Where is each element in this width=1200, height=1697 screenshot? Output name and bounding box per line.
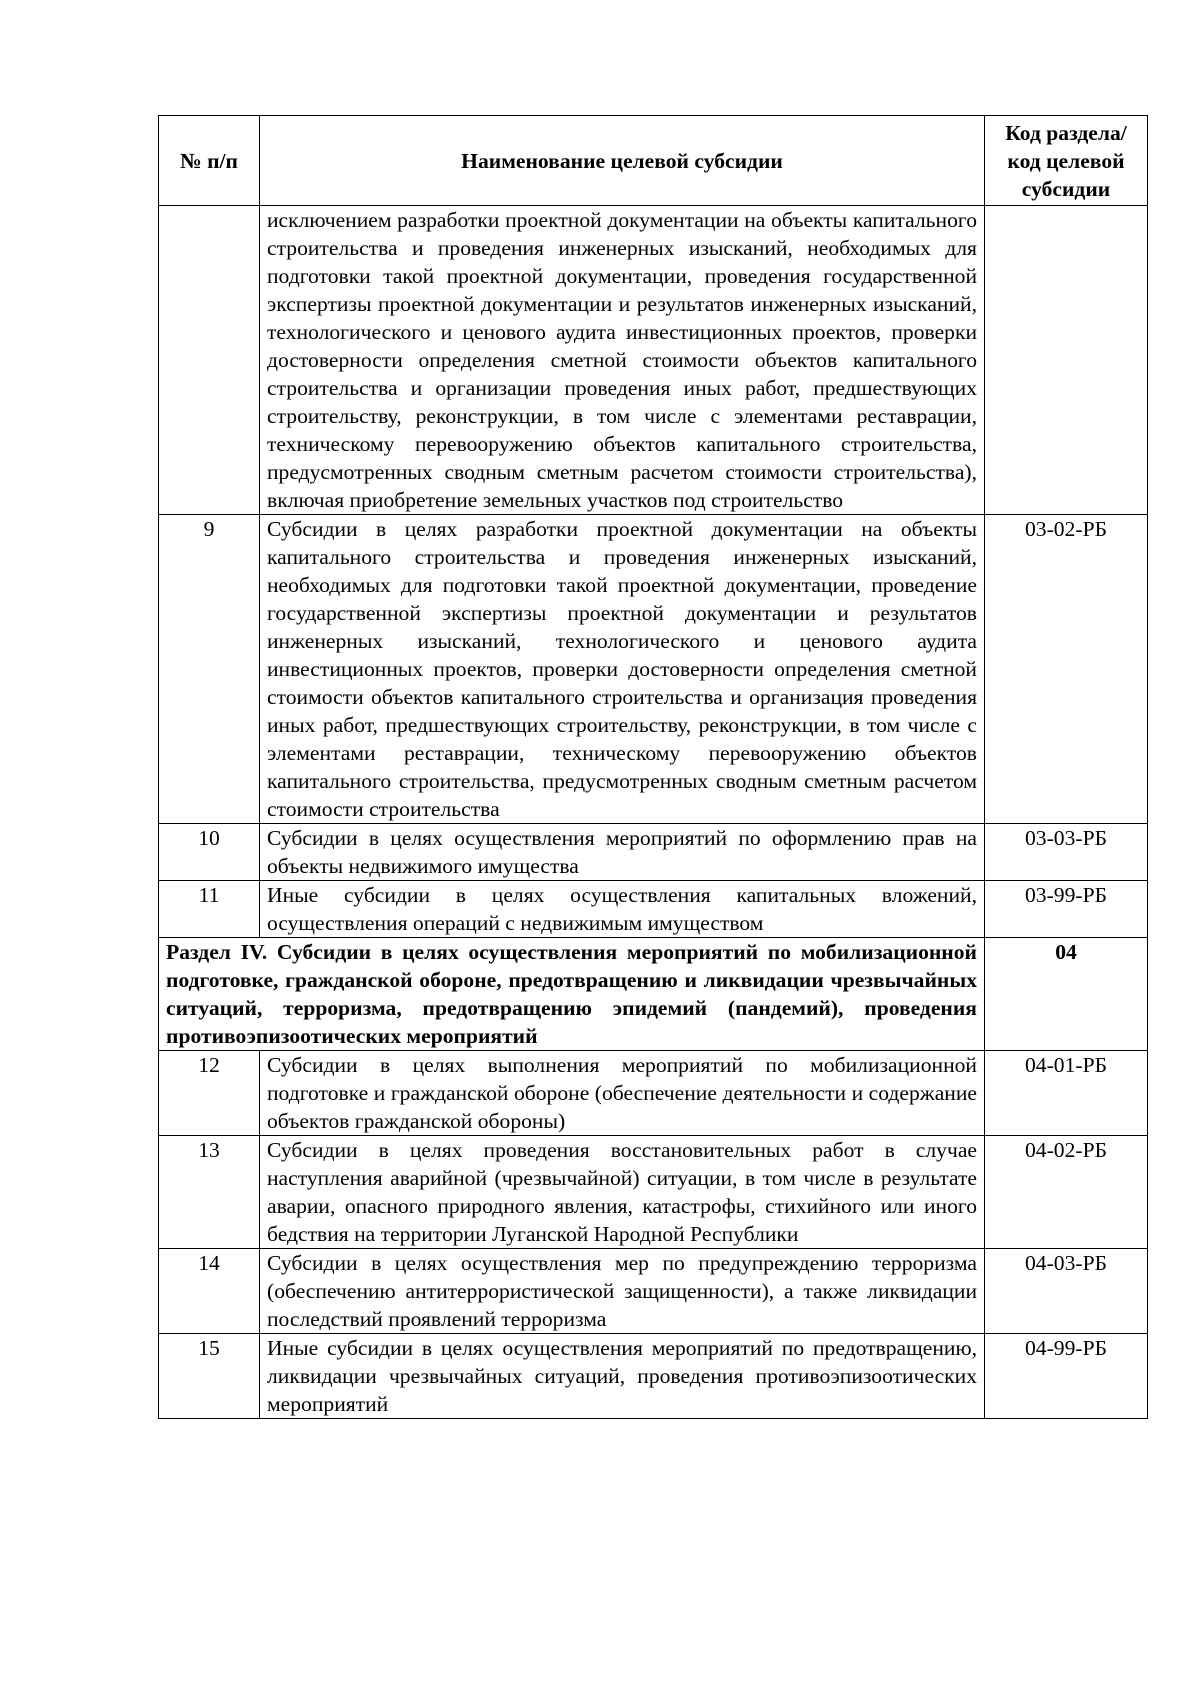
header-num: № п/п [159, 116, 260, 206]
table-row [159, 515, 1148, 824]
row-num: 14 [159, 1249, 260, 1334]
row-code: 04-01-РБ [985, 1051, 1148, 1136]
row-name: Субсидии в целях осуществления мер по предупреждению терроризма (обеспечению антитеррористической защищенности), а также ликвидации последствий проявлений терроризма [260, 1249, 985, 1334]
table-row [159, 1334, 1148, 1419]
section-title: Раздел IV. Субсидии в целях осуществления мероприятий по мобилизационной подготовке, гражданской обороне, предотвращению и ликвидации чрезвычайных ситуаций, терроризма, предотвращению эпидемий (пандемий), проведения противоэпизоотических мероприятий [159, 938, 985, 1051]
row-code: 03-02-РБ [985, 515, 1148, 824]
row-name: Субсидии в целях осуществления мероприятий по оформлению прав на объекты недвижимого имущества [260, 824, 985, 881]
row-code: 04-02-РБ [985, 1136, 1148, 1249]
row-code: 03-99-РБ [985, 881, 1148, 938]
row-num: 15 [159, 1334, 260, 1419]
row-name: исключением разработки проектной документации на объекты капитального строительства и проведения инженерных изысканий, необходимых для подготовки такой проектной документации, проведения государственной экспертизы проектной документации и результатов инженерных изысканий, технологического и ценового аудита инвестиционных проектов, проверки достоверности определения сметной стоимости объектов капитального строительства и организации проведения иных работ, предшествующих строительству, реконструкции, в том числе с элементами реставрации, техническому перевооружению объектов капитального строительства, предусмотренных сводным сметным расчетом стоимости строительства), включая приобретение земельных участков под строительство [260, 206, 985, 515]
row-name: Субсидии в целях разработки проектной документации на объекты капитального строительства и проведения инженерных изысканий, необходимых для подготовки такой проектной документации, проведение государственной экспертизы проектной документации и результатов инженерных изысканий, технологического и ценового аудита инвестиционных проектов, проверки достоверности определения сметной стоимости объектов капитального строительства и организация проведения иных работ, предшествующих строительству, реконструкции, в том числе с элементами реставрации, техническому перевооружению объектов капитального строительства, предусмотренных сводным сметным расчетом стоимости строительства [260, 515, 985, 824]
row-num: 13 [159, 1136, 260, 1249]
table-row [159, 1051, 1148, 1136]
row-code: 04-03-РБ [985, 1249, 1148, 1334]
table-header-row [159, 116, 1148, 206]
row-num [159, 206, 260, 515]
row-name: Иные субсидии в целях осуществления мероприятий по предотвращению, ликвидации чрезвычайных ситуаций, проведения противоэпизоотических мероприятий [260, 1334, 985, 1419]
section-row [159, 938, 1148, 1051]
subsidy-table [158, 115, 1148, 1419]
table-row [159, 1136, 1148, 1249]
header-code: Код раздела/ код целевой субсидии [985, 116, 1148, 206]
row-num: 10 [159, 824, 260, 881]
row-name: Иные субсидии в целях осуществления капитальных вложений, осуществления операций с недвижимым имуществом [260, 881, 985, 938]
table-row [159, 881, 1148, 938]
table-row [159, 1249, 1148, 1334]
header-name: Наименование целевой субсидии [260, 116, 985, 206]
table-row [159, 206, 1148, 515]
table-row [159, 824, 1148, 881]
row-code [985, 206, 1148, 515]
section-code: 04 [985, 938, 1148, 1051]
row-num: 11 [159, 881, 260, 938]
row-code: 03-03-РБ [985, 824, 1148, 881]
row-code: 04-99-РБ [985, 1334, 1148, 1419]
row-name: Субсидии в целях проведения восстановительных работ в случае наступления аварийной (чрезвычайной) ситуации, в том числе в результате аварии, опасного природного явления, катастрофы, стихийного или иного бедствия на территории Луганской Народной Республики [260, 1136, 985, 1249]
row-num: 12 [159, 1051, 260, 1136]
row-num: 9 [159, 515, 260, 824]
row-name: Субсидии в целях выполнения мероприятий по мобилизационной подготовке и гражданской обороне (обеспечение деятельности и содержание объектов гражданской обороны) [260, 1051, 985, 1136]
